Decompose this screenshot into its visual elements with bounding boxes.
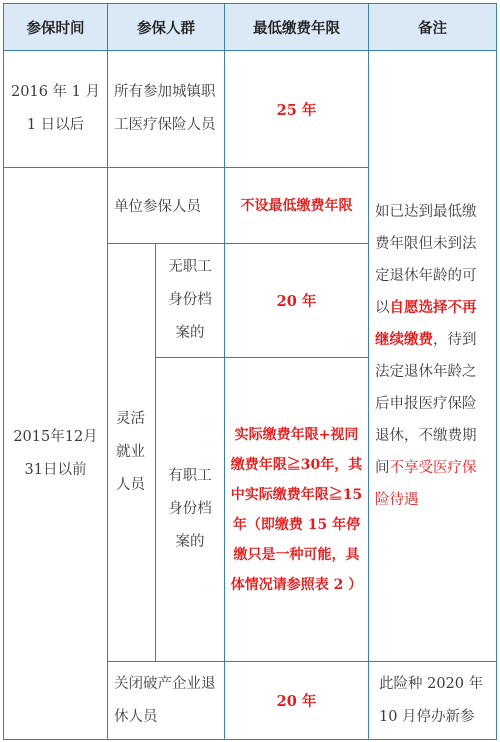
note-text-c: ，待到法定退休年龄之后申报医疗保险退休，不缴费期间 xyxy=(375,332,477,476)
header-time: 参保时间 xyxy=(4,4,108,51)
table-row xyxy=(4,51,497,168)
no-file-label: 无职工身份档案的 xyxy=(156,244,225,358)
row1-years: 25 年 xyxy=(225,51,369,168)
note-highlight-voluntary: 自愿选择不再继续缴费 xyxy=(375,299,477,348)
row1-group: 所有参加城镇职工医疗保险人员 xyxy=(108,51,225,168)
row2-time: 2015年12月31日以前 xyxy=(4,168,108,740)
row1-time: 2016 年 1 月 1 日以后 xyxy=(4,51,108,168)
with-file-years xyxy=(225,358,369,662)
note-text-a: 如已达到最低缴费年限但未到法定退休年龄的可以 xyxy=(375,204,477,316)
unit-group: 单位参保人员 xyxy=(108,168,225,244)
bankrupt-note: 此险种 2020 年 10 月停办新参 xyxy=(369,662,497,740)
header-row xyxy=(4,4,497,51)
bankrupt-group: 关闭破产企业退休人员 xyxy=(108,662,225,740)
main-note xyxy=(369,51,497,662)
no-file-years: 20 年 xyxy=(225,244,369,358)
with-file-years-line1: 实际缴费年限+视同缴费年限≧30年，其中实际缴费年限≧15 年 xyxy=(230,426,363,533)
header-notes: 备注 xyxy=(369,4,497,51)
insurance-payment-table xyxy=(3,3,497,740)
flex-label: 灵活就业人员 xyxy=(108,244,156,662)
with-file-label: 有职工身份档案的 xyxy=(156,358,225,662)
header-group: 参保人群 xyxy=(108,4,225,51)
bankrupt-years: 20 年 xyxy=(225,662,369,740)
note-highlight-no-benefit: 不享受医疗保险待遇 xyxy=(375,460,477,508)
header-min-years: 最低缴费年限 xyxy=(225,4,369,51)
with-file-years-line2: （即缴费 15 年停缴只是一种可能，具体情况请参照表 2 ） xyxy=(230,516,363,593)
unit-years: 不设最低缴费年限 xyxy=(225,168,369,244)
